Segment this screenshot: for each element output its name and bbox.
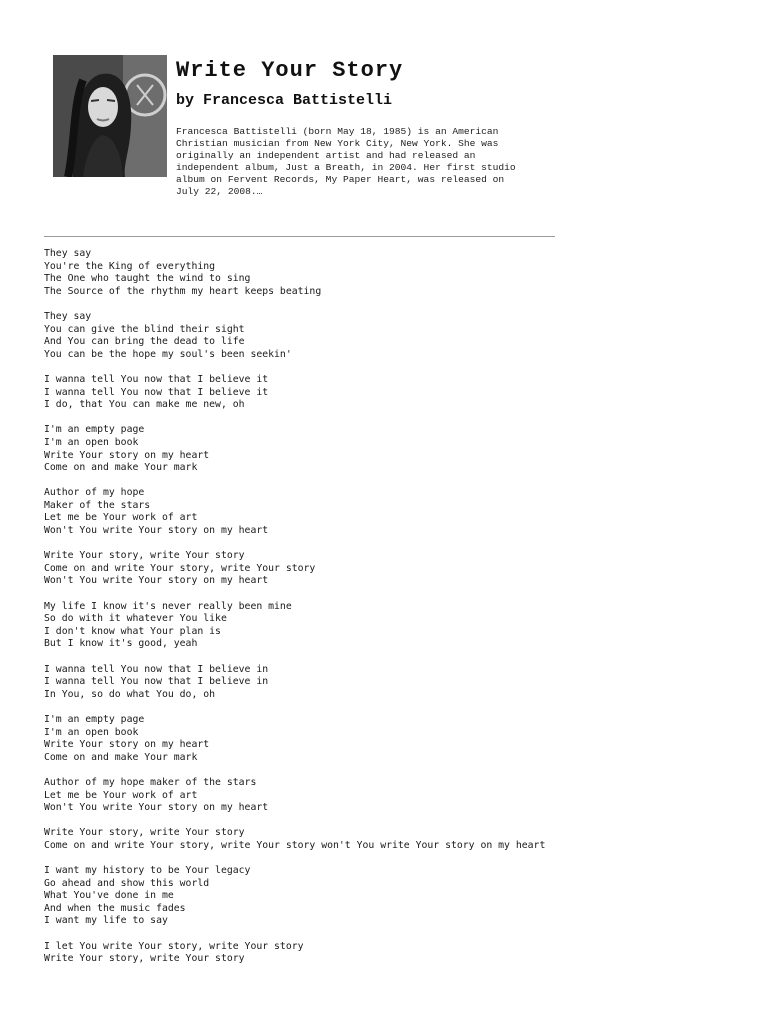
lyric-stanza	[44, 550, 744, 588]
artist-photo	[53, 55, 167, 177]
lyric-stanza	[44, 311, 744, 361]
lyric-line: Let me be Your work of art	[44, 512, 198, 524]
lyric-line: Write Your story, write Your story	[44, 827, 245, 839]
lyric-line: What You've done in me	[44, 890, 174, 902]
lyric-stanza	[44, 664, 744, 702]
lyric-line: In You, so do what You do, oh	[44, 688, 216, 700]
lyric-line: You can be the hope my soul's been seekin'	[44, 348, 292, 360]
lyric-stanza	[44, 248, 744, 298]
lyric-line: I'm an open book	[44, 436, 139, 448]
lyric-line: I want my history to be Your legacy	[44, 865, 251, 877]
lyric-line: Write Your story on my heart	[44, 739, 210, 751]
lyric-stanza	[44, 601, 744, 651]
lyric-line: I wanna tell You now that I believe it	[44, 373, 269, 385]
lyric-line: The One who taught the wind to sing	[44, 273, 251, 285]
song-title: Write Your Story	[176, 58, 404, 83]
lyric-line: Won't You write Your story on my heart	[44, 525, 269, 537]
lyric-line: And when the music fades	[44, 902, 186, 914]
lyric-line: Won't You write Your story on my heart	[44, 575, 269, 587]
lyric-line: And You can bring the dead to life	[44, 336, 245, 348]
lyric-line: I'm an empty page	[44, 424, 145, 436]
lyric-line: I let You write Your story, write Your story	[44, 940, 304, 952]
lyric-line: Author of my hope maker of the stars	[44, 776, 257, 788]
lyric-line: The Source of the rhythm my heart keeps beating	[44, 285, 322, 297]
lyric-line: Maker of the stars	[44, 499, 151, 511]
lyric-stanza	[44, 487, 744, 537]
lyric-line: Write Your story, write Your story	[44, 953, 245, 965]
lyric-line: I don't know what Your plan is	[44, 625, 221, 637]
lyric-line: Write Your story on my heart	[44, 449, 210, 461]
lyric-line: But I know it's good, yeah	[44, 638, 198, 650]
lyric-line: So do with it whatever You like	[44, 613, 227, 625]
lyric-stanza	[44, 714, 744, 764]
lyric-line: You're the King of everything	[44, 260, 216, 272]
lyric-stanza	[44, 865, 744, 928]
lyric-line: Come on and make Your mark	[44, 751, 198, 763]
lyric-line: Go ahead and show this world	[44, 877, 210, 889]
lyric-stanza	[44, 827, 744, 852]
artist-byline: by Francesca Battistelli	[176, 92, 393, 109]
lyric-line: Come on and write Your story, write Your story won't You write Your story on my heart	[44, 839, 546, 851]
lyric-line: Won't You write Your story on my heart	[44, 802, 269, 814]
lyric-line: I want my life to say	[44, 915, 168, 927]
lyric-line: You can give the blind their sight	[44, 323, 245, 335]
lyric-line: I wanna tell You now that I believe in	[44, 663, 269, 675]
lyric-line: My life I know it's never really been mine	[44, 600, 292, 612]
lyric-line: I wanna tell You now that I believe it	[44, 386, 269, 398]
artist-bio: Francesca Battistelli (born May 18, 1985) is an American Christian musician from New York City, New York. She was originally an independent artist and had released an independent album, Just a Breath, in 2004. Her first studio album on Fervent Records, My Paper Heart, was released on July 22, 2008.…	[176, 126, 516, 197]
lyric-line: I wanna tell You now that I believe in	[44, 676, 269, 688]
lyric-line: I'm an open book	[44, 726, 139, 738]
lyric-line: I do, that You can make me new, oh	[44, 399, 245, 411]
lyric-line: They say	[44, 310, 92, 322]
lyric-line: Write Your story, write Your story	[44, 550, 245, 562]
lyric-stanza	[44, 374, 744, 412]
lyric-line: Author of my hope	[44, 487, 145, 499]
lyric-stanza	[44, 941, 744, 966]
section-divider	[44, 236, 555, 237]
lyric-line: Let me be Your work of art	[44, 789, 198, 801]
lyric-line: They say	[44, 248, 92, 259]
lyric-stanza	[44, 777, 744, 815]
lyric-line: Come on and write Your story, write Your story	[44, 562, 316, 574]
lyric-line: I'm an empty page	[44, 713, 145, 725]
lyric-stanza	[44, 424, 744, 474]
lyric-line: Come on and make Your mark	[44, 462, 198, 474]
lyrics-body	[44, 248, 744, 978]
